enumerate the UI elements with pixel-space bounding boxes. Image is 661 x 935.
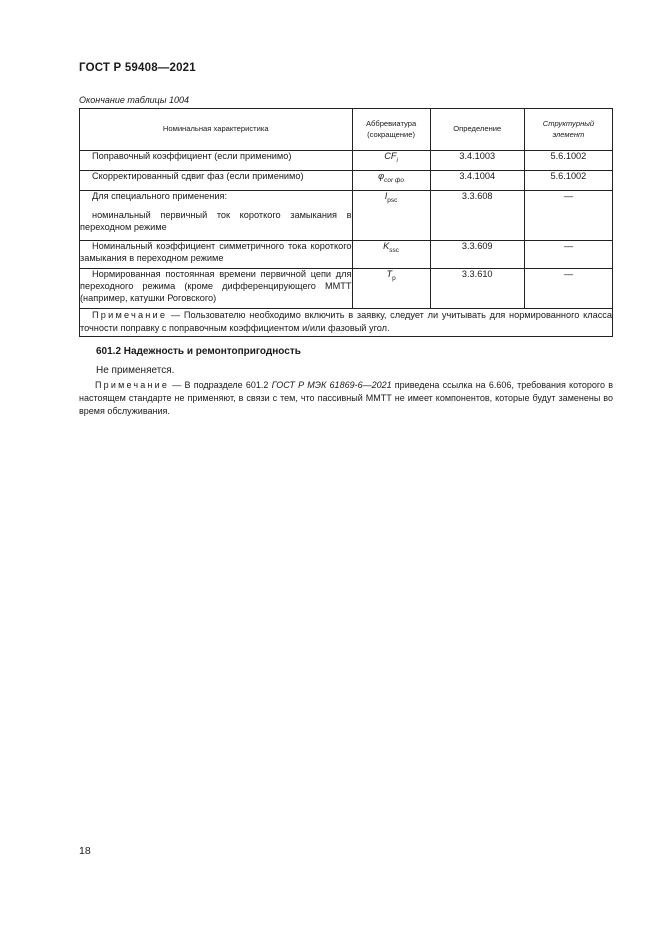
standard-reference: ГОСТ Р МЭК 61869-6—2021 <box>271 380 392 390</box>
row-abbreviation: $\varphi_{cor фо}$ <box>352 171 430 191</box>
row-abbreviation: $I_{psc}$ <box>352 191 430 241</box>
row-characteristic: Номинальный коэффициент симметричного тока короткого замыкания в переходном режиме <box>80 241 353 269</box>
table-row <box>80 171 613 191</box>
structural-header-line2: элемент <box>552 129 585 139</box>
row-characteristic: Скорректированный сдвиг фаз (если применимо) <box>80 171 353 191</box>
abbreviation-header-line2: (сокращение) <box>367 129 416 139</box>
row-characteristic: Нормированная постоянная времени первичной цепи для переходного режима (кроме дифференцирующего ММТТ (например, катушки Роговского) <box>80 269 353 309</box>
table-row <box>80 151 613 171</box>
row-characteristic: Для специального применения: номинальный первичный ток короткого замыкания в переходном режиме <box>80 191 353 241</box>
column-header-definition: Определение <box>430 109 524 151</box>
table-caption: Окончание таблицы 1004 <box>79 95 189 105</box>
table-row <box>80 241 613 269</box>
row-definition: 3.3.608 <box>430 191 524 241</box>
abbreviation-header-line1: Аббревиатура <box>365 119 417 129</box>
row-characteristic: Поправочный коэффициент (если применимо) <box>80 151 353 171</box>
section-title: 601.2 Надежность и ремонтопригодность <box>96 346 301 357</box>
section-note: Примечание — В подразделе 601.2 ГОСТ Р МЭК 61869-6—2021 приведена ссылка на 6.606, требования которого в настоящем стандарте не применяют, в связи с тем, что пассивный ММТТ не имеет компонентов, которые будут заменены во время обслуживания. <box>79 380 613 416</box>
row-structural-element: — <box>524 241 612 269</box>
row-abbreviation: $CF_i$ <box>352 151 430 171</box>
row-definition: 3.3.609 <box>430 241 524 269</box>
table-row <box>80 191 613 241</box>
row-structural-element: — <box>524 269 612 309</box>
row-abbreviation: $K_{ssc}$ <box>352 241 430 269</box>
row-abbreviation: $T_p$ <box>352 269 430 309</box>
page-number: 18 <box>79 845 91 857</box>
note-text: — Пользователю необходимо включить в заявку, следует ли учитывать для нормированного класса точности поправку с поправочным коэффициентом и/или фазовый угол. <box>80 310 612 334</box>
structural-header-line1: Структурный <box>542 119 595 129</box>
table-note-row <box>80 309 613 337</box>
table-row <box>80 269 613 309</box>
section-note-label: Примечание <box>95 380 170 390</box>
row-definition: 3.4.1003 <box>430 151 524 171</box>
column-header-characteristic: Номинальная характеристика <box>80 109 353 151</box>
row-structural-element: 5.6.1002 <box>524 151 612 171</box>
characteristics-table <box>79 108 613 337</box>
table-note <box>80 309 613 337</box>
column-header-structural-element <box>524 109 612 151</box>
row-definition: 3.3.610 <box>430 269 524 309</box>
group-heading: Для специального применения: <box>92 191 227 201</box>
note-label: Примечание <box>92 310 168 320</box>
column-header-abbreviation <box>352 109 430 151</box>
row-structural-element: — <box>524 191 612 241</box>
standard-header: ГОСТ Р 59408—2021 <box>79 62 196 74</box>
row-structural-element: 5.6.1002 <box>524 171 612 191</box>
row-definition: 3.4.1004 <box>430 171 524 191</box>
table-header-row <box>80 109 613 151</box>
section-paragraph: Не применяется. <box>96 365 175 376</box>
